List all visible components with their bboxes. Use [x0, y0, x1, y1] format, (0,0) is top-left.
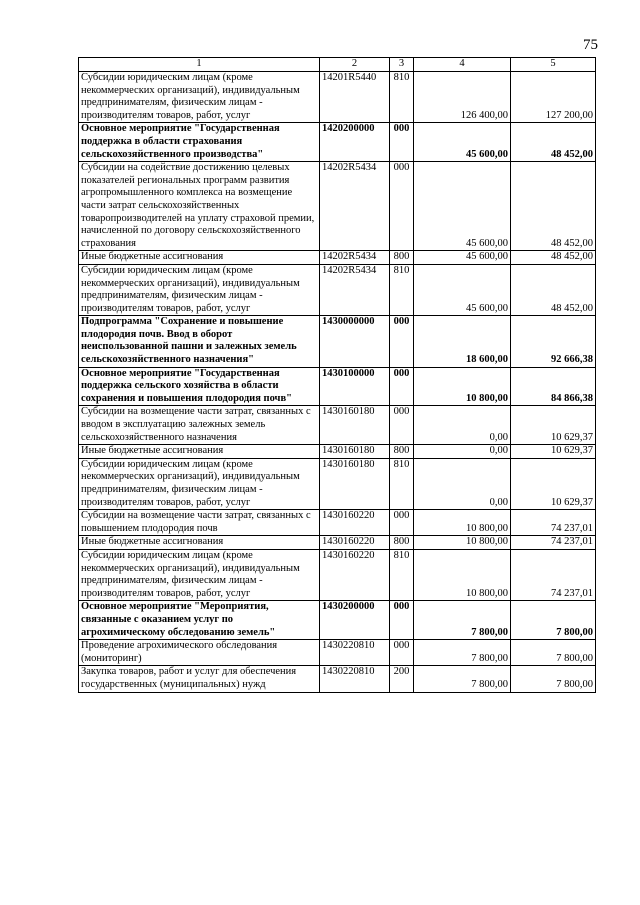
row-expense-type-cell: 000 [390, 406, 414, 445]
row-expense-type-cell: 000 [390, 367, 414, 406]
row-code-cell: 1430160180 [320, 445, 390, 459]
row-code-cell: 1420200000 [320, 123, 390, 162]
row-code-cell: 1430220810 [320, 640, 390, 666]
column-header: 4 [414, 58, 511, 72]
row-name-cell: Основное мероприятие "Государственная поддержка в области страхования сельскохозяйственного производства" [79, 123, 320, 162]
table-row [79, 458, 596, 509]
row-code-cell: 1430000000 [320, 316, 390, 367]
row-amount-col5-cell: 48 452,00 [511, 123, 596, 162]
row-code-cell: 1430160180 [320, 458, 390, 509]
row-amount-col4-cell: 10 800,00 [414, 510, 511, 536]
row-expense-type-cell: 810 [390, 549, 414, 600]
table-row [79, 251, 596, 265]
row-amount-col4-cell: 10 800,00 [414, 549, 511, 600]
row-name-cell: Иные бюджетные ассигнования [79, 445, 320, 459]
row-amount-col4-cell: 7 800,00 [414, 666, 511, 692]
row-expense-type-cell: 000 [390, 510, 414, 536]
table-row [79, 445, 596, 459]
row-expense-type-cell: 000 [390, 123, 414, 162]
row-code-cell: 1430160180 [320, 406, 390, 445]
table-row [79, 264, 596, 315]
row-name-cell: Субсидии юридическим лицам (кроме некоммерческих организаций), индивидуальным предпринимателям, физическим лицам - производителям товаров, работ, услуг [79, 264, 320, 315]
row-name-cell: Субсидии на содействие достижению целевых показателей региональных программ развития агропромышленного комплекса на возмещение части затрат сельскохозяйственных товаропроизводителей на уплату страховой премии, начисленной по договору сельскохозяйственного страхования [79, 162, 320, 251]
row-name-cell: Субсидии юридическим лицам (кроме некоммерческих организаций), индивидуальным предпринимателям, физическим лицам - производителям товаров, работ, услуг [79, 72, 320, 123]
row-name-cell: Подпрограмма "Сохранение и повышение плодородия почв. Ввод в оборот неиспользованной пашни и залежных земель сельскохозяйственного назначения" [79, 316, 320, 367]
table-row [79, 549, 596, 600]
row-amount-col4-cell: 7 800,00 [414, 601, 511, 640]
row-amount-col4-cell: 45 600,00 [414, 264, 511, 315]
row-amount-col4-cell: 0,00 [414, 458, 511, 509]
row-amount-col4-cell: 10 800,00 [414, 536, 511, 550]
row-amount-col4-cell: 18 600,00 [414, 316, 511, 367]
row-expense-type-cell: 810 [390, 72, 414, 123]
row-name-cell: Субсидии юридическим лицам (кроме некоммерческих организаций), индивидуальным предпринимателям, физическим лицам - производителям товаров, работ, услуг [79, 458, 320, 509]
row-name-cell: Иные бюджетные ассигнования [79, 536, 320, 550]
row-amount-col4-cell: 0,00 [414, 445, 511, 459]
table-row [79, 162, 596, 251]
row-code-cell: 1430160220 [320, 536, 390, 550]
row-code-cell: 14202R5434 [320, 264, 390, 315]
row-expense-type-cell: 800 [390, 251, 414, 265]
row-amount-col4-cell: 10 800,00 [414, 367, 511, 406]
row-amount-col4-cell: 45 600,00 [414, 162, 511, 251]
row-expense-type-cell: 000 [390, 316, 414, 367]
row-amount-col5-cell: 10 629,37 [511, 406, 596, 445]
table-row [79, 510, 596, 536]
column-header: 3 [390, 58, 414, 72]
table-row [79, 601, 596, 640]
table-row [79, 536, 596, 550]
table-row [79, 367, 596, 406]
row-name-cell: Субсидии юридическим лицам (кроме некоммерческих организаций), индивидуальным предпринимателям, физическим лицам - производителям товаров, работ, услуг [79, 549, 320, 600]
row-expense-type-cell: 810 [390, 264, 414, 315]
row-amount-col4-cell: 0,00 [414, 406, 511, 445]
row-amount-col5-cell: 10 629,37 [511, 445, 596, 459]
row-amount-col5-cell: 74 237,01 [511, 549, 596, 600]
row-expense-type-cell: 000 [390, 640, 414, 666]
row-amount-col4-cell: 45 600,00 [414, 251, 511, 265]
row-amount-col5-cell: 7 800,00 [511, 666, 596, 692]
table-row [79, 640, 596, 666]
row-name-cell: Иные бюджетные ассигнования [79, 251, 320, 265]
row-expense-type-cell: 800 [390, 536, 414, 550]
row-expense-type-cell: 000 [390, 162, 414, 251]
row-amount-col5-cell: 48 452,00 [511, 162, 596, 251]
row-amount-col5-cell: 74 237,01 [511, 536, 596, 550]
row-code-cell: 1430200000 [320, 601, 390, 640]
row-amount-col5-cell: 92 666,38 [511, 316, 596, 367]
row-amount-col4-cell: 7 800,00 [414, 640, 511, 666]
row-amount-col5-cell: 74 237,01 [511, 510, 596, 536]
page-number: 75 [583, 37, 598, 53]
row-code-cell: 1430100000 [320, 367, 390, 406]
row-amount-col5-cell: 48 452,00 [511, 251, 596, 265]
row-name-cell: Субсидии на возмещение части затрат, связанных с вводом в эксплуатацию залежных земель сельскохозяйственного назначения [79, 406, 320, 445]
row-code-cell: 1430160220 [320, 510, 390, 536]
table-row [79, 123, 596, 162]
budget-table [78, 57, 596, 693]
table-row [79, 316, 596, 367]
row-code-cell: 14201R5440 [320, 72, 390, 123]
row-amount-col5-cell: 84 866,38 [511, 367, 596, 406]
table-row [79, 406, 596, 445]
row-amount-col4-cell: 126 400,00 [414, 72, 511, 123]
row-expense-type-cell: 800 [390, 445, 414, 459]
row-expense-type-cell: 810 [390, 458, 414, 509]
row-amount-col5-cell: 127 200,00 [511, 72, 596, 123]
row-expense-type-cell: 200 [390, 666, 414, 692]
table-row [79, 666, 596, 692]
column-header: 1 [79, 58, 320, 72]
row-name-cell: Основное мероприятие "Мероприятия, связанные с оказанием услуг по агрохимическому обследованию земель" [79, 601, 320, 640]
row-code-cell: 1430160220 [320, 549, 390, 600]
row-amount-col5-cell: 48 452,00 [511, 264, 596, 315]
row-name-cell: Закупка товаров, работ и услуг для обеспечения государственных (муниципальных) нужд [79, 666, 320, 692]
row-code-cell: 14202R5434 [320, 251, 390, 265]
row-name-cell: Основное мероприятие "Государственная поддержка сельского хозяйства в области сохранения и повышения плодородия почв" [79, 367, 320, 406]
row-code-cell: 14202R5434 [320, 162, 390, 251]
row-amount-col4-cell: 45 600,00 [414, 123, 511, 162]
row-code-cell: 1430220810 [320, 666, 390, 692]
column-header: 5 [511, 58, 596, 72]
table-header-row [79, 58, 596, 72]
column-header: 2 [320, 58, 390, 72]
row-name-cell: Субсидии на возмещение части затрат, связанных с повышением плодородия почв [79, 510, 320, 536]
row-expense-type-cell: 000 [390, 601, 414, 640]
table-row [79, 72, 596, 123]
row-name-cell: Проведение агрохимического обследования (мониторинг) [79, 640, 320, 666]
row-amount-col5-cell: 7 800,00 [511, 601, 596, 640]
row-amount-col5-cell: 7 800,00 [511, 640, 596, 666]
row-amount-col5-cell: 10 629,37 [511, 458, 596, 509]
